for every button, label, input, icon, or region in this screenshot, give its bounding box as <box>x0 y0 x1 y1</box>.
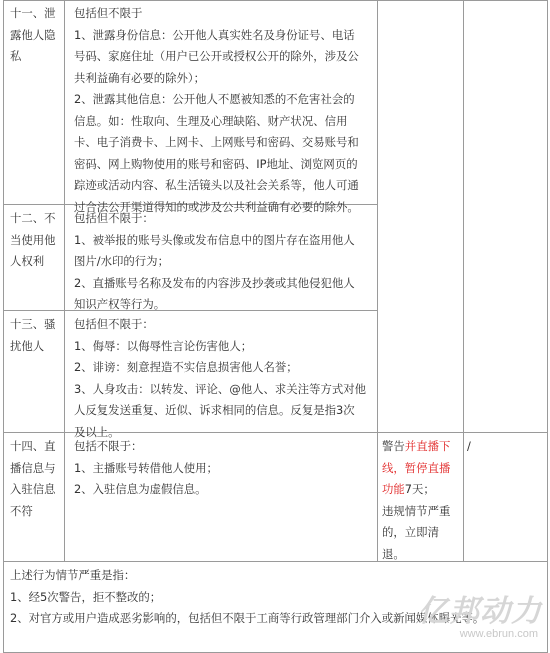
row-category-privacy: 十一、泄 露他人隐 私 <box>10 6 56 63</box>
row-content-privacy: 包括但不限于 1、泄露身份信息：公开他人真实姓名及身份证号、电话 号码、家庭住址（用户已公开或授权公开的除外，涉及公 共利益确有必要的除外）； 2、泄露其他信息：公开他人不愿被知悉的不危害社会的 信息。如：性取向、生理及心理缺陷、财产状况、信用 卡、电子消费卡、上网卡、上网账号和密码、交易账号和 密码、网上购物使用的账号和密码、IP地址、浏览网页的 踪迹或活动内容、私生活镜头以及社会关系等，他人可通 过合法公开渠道得知的或涉及公共利益确有必要的除外。 <box>74 6 359 214</box>
watermark-url: www.ebrun.com <box>459 628 538 640</box>
row-last-col-mismatch: / <box>467 439 471 453</box>
row-divider <box>3 0 548 1</box>
row-content-harassment: 包括但不限于： 1、侮辱：以侮辱性言论伤害他人； 2、诽谤：刻意捏造不实信息损害他人名誉； 3、人身攻击：以转发、评论、@他人、求关注等方式对他 人反复发送重复、近似、诉求相同的信息。反复是指3次 及以上。 <box>74 317 367 439</box>
row-category-rights: 十二、不 当使用他 人权利 <box>10 211 56 268</box>
row-divider <box>3 561 548 562</box>
row-content-rights: 包括但不限于： 1、被举报的账号头像或发布信息中的图片存在盗用他人 图片/水印的行为； 2、直播账号名称及发布的内容涉及抄袭或其他侵犯他人 知识产权等行为。 <box>74 211 355 311</box>
footer-notes: 上述行为情节严重是指： 1、经5次警告，拒不整改的； 2、对官方或用户造成恶劣影响的，包括但不限于工商等行政管理部门介入或新闻媒体曝光等。 <box>10 568 485 625</box>
col-divider <box>547 0 548 653</box>
col-divider <box>64 0 65 561</box>
row-category-mismatch: 十四、直 播信息与 入驻信息 不符 <box>10 439 56 518</box>
rules-table <box>3 0 548 653</box>
col-divider <box>377 0 378 561</box>
row-penalty-mismatch: 警告并直播下 线，暂停直播 功能7天； 违规情节严重 的，立即清 退。 <box>382 439 451 561</box>
col-divider <box>3 0 4 653</box>
col-divider <box>463 0 464 561</box>
row-category-harassment: 十三、骚 扰他人 <box>10 317 56 353</box>
row-content-mismatch: 包括不限于： 1、主播账号转借他人使用； 2、入驻信息为虚假信息。 <box>74 439 218 496</box>
watermark-brand: 亿邦动力 <box>418 594 542 629</box>
